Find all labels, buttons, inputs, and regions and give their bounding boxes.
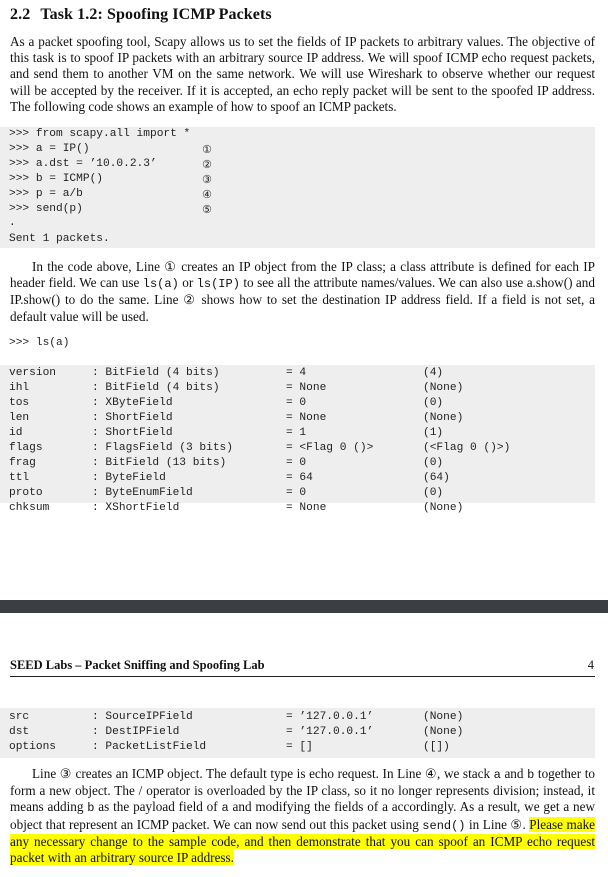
field-default: (None) [423,502,464,514]
field-name: len [9,412,30,424]
explanation-paragraph [10,259,595,325]
code-line: >>> a = IP() [9,143,90,155]
field-default: (<Flag 0 ()>) [423,442,511,454]
text-run: or [178,275,197,291]
text-run: and modifying the fields of a accordingly. As a result, we get a new object that represent an ICMP packet. We can now send out this packet using [10,799,595,832]
field-default: ([]) [423,741,450,753]
field-name: options [9,741,56,753]
field-value: = 0 [286,397,307,409]
field-default: (0) [423,457,444,469]
line-marker: ② [202,158,212,171]
field-name: tos [9,397,30,409]
text-run: In the code above, Line ① creates an IP object from the IP class; a class attribute is defined for each IP header field. We can use [10,259,595,291]
field-type: : DestIPField [92,726,180,738]
field-value: = 4 [286,367,307,379]
field-name: version [9,367,56,379]
table-row [0,426,595,441]
field-type: : FlagsField (3 bits) [92,442,233,454]
field-default: (None) [423,711,464,723]
field-name: proto [9,487,43,499]
table-row [0,710,595,725]
section-number: 2.2 [10,6,31,23]
table-row [0,740,595,755]
page-bottom [0,613,608,877]
text-run: to see all the attribute names/values. We can also use a.show() and IP.show() to do the same. Line ② shows how to set the destination IP address field. If a field is not set, a default value will be used. [10,275,595,324]
field-value: = 0 [286,487,307,499]
line-marker: ③ [202,173,212,186]
line-marker: ① [202,143,212,156]
field-value: = ’127.0.0.1’ [286,726,374,738]
field-type: : XByteField [92,397,173,409]
table-row [0,486,595,501]
line-marker: ⑤ [202,203,212,216]
field-default: (None) [423,382,464,394]
field-default: (1) [423,427,444,439]
field-default: (None) [423,726,464,738]
field-default: (4) [423,367,444,379]
ls-prompt: >>> ls(a) [9,337,70,349]
section-heading [10,6,272,24]
table-row [0,725,595,740]
field-default: (64) [423,472,450,484]
table-row [0,411,595,426]
field-type: : ShortField [92,427,173,439]
field-type: : PacketListField [92,741,207,753]
page-number: 4 [587,658,594,672]
field-name: ttl [9,472,30,484]
field-value: = 0 [286,457,307,469]
inline-code: b [527,768,535,782]
field-default: (0) [423,487,444,499]
code-block-example [0,127,595,248]
inline-code: b [87,801,95,816]
field-type: : SourceIPField [92,711,193,723]
closing-paragraph [10,766,595,866]
inline-code: a [221,801,229,816]
table-row [0,396,595,411]
inline-code: ls(IP) [196,277,240,292]
field-name: frag [9,457,36,469]
field-value: = 64 [286,472,313,484]
code-line: >>> send(p) [9,203,83,215]
code-line: Sent 1 packets. [9,233,110,245]
code-line: >>> from scapy.all import * [9,128,191,140]
inline-code: send() [422,818,466,833]
field-value: = ’127.0.0.1’ [286,711,374,723]
field-name: flags [9,442,43,454]
line-marker: ④ [202,188,212,201]
text-run: and [500,766,528,781]
field-default: (None) [423,412,464,424]
table-row [0,471,595,486]
table-row [0,456,595,471]
intro-paragraph: As a packet spoofing tool, Scapy allows us to set the fields of IP packets to arbitrary values. The objective of this task is to spoof IP packets with an arbitrary source IP address. We will spoof ICMP echo request packets, and send them to another VM on the same network. We will use Wireshark to observe whether our request will be accepted by the receiver. If it is accepted, an echo reply packet will be sent to the spoofed IP address. The following code shows an example of how to spoof an ICMP packets. [10,34,595,114]
field-name: src [9,711,30,723]
field-type: : ShortField [92,412,173,424]
table-row [0,381,595,396]
page-separator [0,600,608,613]
field-type: : XShortField [92,502,180,514]
code-line: >>> b = ICMP() [9,173,103,185]
field-value: = 1 [286,427,307,439]
running-header: SEED Labs – Packet Sniffing and Spoofing Lab [10,658,265,672]
text-run: Line ③ creates an ICMP object. The default type is echo request. In Line ④, we stack [32,766,494,781]
field-type: : ByteField [92,472,166,484]
highlighted-instruction: Please make any necessary change to the sample code, and then demonstrate that you can spoof an ICMP echo request packet with an arbitrary source IP address. [10,816,596,866]
field-value: = [] [286,741,313,753]
field-name: ihl [9,382,30,394]
code-line: >>> a.dst = ’10.0.2.3’ [9,158,157,170]
text-run: in Line ⑤. [465,816,530,832]
inline-code: ls(a) [142,277,179,292]
field-type: : BitField (4 bits) [92,367,220,379]
code-line: >>> p = a/b [9,188,83,200]
field-type: : ByteEnumField [92,487,193,499]
table-row [0,366,595,381]
header-rule [10,676,595,677]
code-line: . [9,217,16,229]
field-value: = None [286,382,327,394]
text-run: as the payload field of [94,799,222,815]
table-row [0,441,595,456]
field-name: dst [9,726,30,738]
text-run: together to form a new object. The / operator is overloaded by the IP class, so it no longer represents division; instead, it means adding [10,766,595,815]
field-default: (0) [423,397,444,409]
field-type: : BitField (13 bits) [92,457,227,469]
field-name: chksum [9,502,50,514]
field-name: id [9,427,23,439]
table-row [0,501,595,516]
field-value: = None [286,502,327,514]
inline-code: a [493,768,501,782]
field-value: = <Flag 0 ()> [286,442,374,454]
field-value: = None [286,412,327,424]
field-type: : BitField (4 bits) [92,382,220,394]
section-title: Task 1.2: Spoofing ICMP Packets [40,6,272,23]
